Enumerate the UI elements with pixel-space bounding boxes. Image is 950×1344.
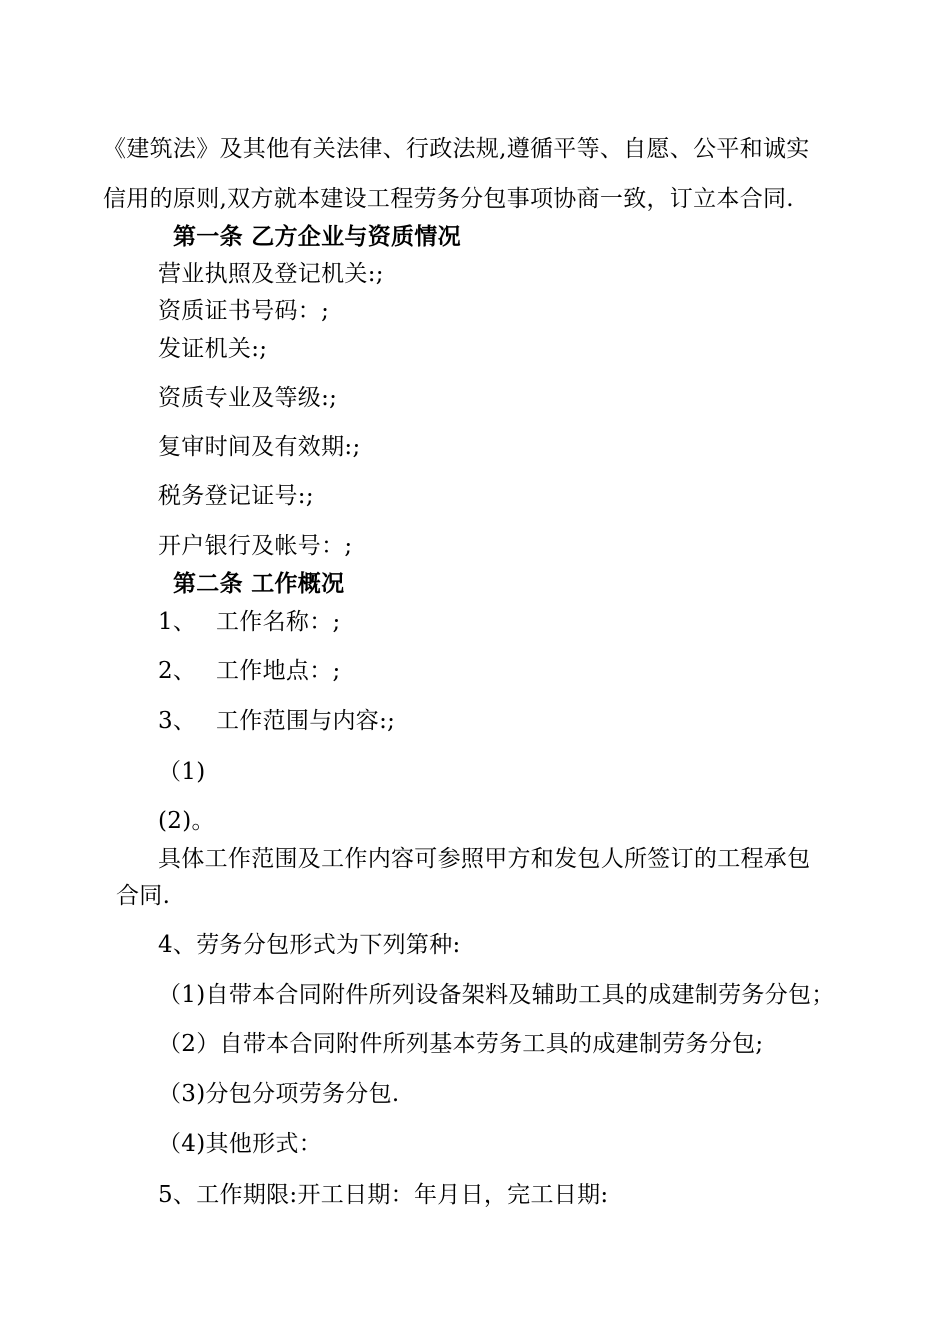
form-option: （4)其他形式： [158, 1131, 323, 1157]
article-1-item: 发证机关:; [158, 336, 268, 362]
item-text: 工作地点：; [216, 658, 341, 684]
article-1-item: 资质证书号码：; [158, 298, 330, 324]
article-1-item: 复审时间及有效期:; [158, 434, 361, 460]
item-text: 工作范围与内容:; [216, 708, 396, 734]
work-period: 5、工作期限:开工日期：年月日，完工日期: [158, 1182, 609, 1208]
intro-line-1: 《建筑法》及其他有关法律、行政法规,遵循平等、自愿、公平和诚实 [103, 136, 810, 162]
item-number: 3、 [158, 708, 197, 734]
scope-line-1: 具体工作范围及工作内容可参照甲方和发包人所签订的工程承包 [158, 846, 811, 872]
form-heading: 4、劳务分包形式为下列第种: [158, 932, 461, 958]
article-1-item: 开户银行及帐号：; [158, 533, 353, 559]
item-number: 2、 [158, 658, 197, 684]
intro-line-2: 信用的原则,双方就本建设工程劳务分包事项协商一致，订立本合同. [103, 186, 794, 212]
form-option: （2）自带本合同附件所列基本劳务工具的成建制劳务分包; [158, 1031, 764, 1057]
numbered-item [158, 656, 341, 686]
item-number: 1、 [158, 609, 197, 635]
numbered-item [158, 706, 395, 736]
article-1-item: 税务登记证号:; [158, 483, 314, 509]
item-text: 工作名称：; [216, 609, 341, 635]
article-1-item: 营业执照及登记机关:; [158, 261, 384, 287]
article-1-item: 资质专业及等级:; [158, 385, 338, 411]
form-option: （1)自带本合同附件所列设备架料及辅助工具的成建制劳务分包； [158, 982, 835, 1008]
article-2-heading: 第二条 工作概况 [173, 570, 345, 597]
form-option: （3)分包分项劳务分包. [158, 1081, 400, 1107]
numbered-item [158, 607, 341, 637]
sub-item: (2)。 [158, 808, 215, 834]
article-1-heading: 第一条 乙方企业与资质情况 [173, 223, 461, 250]
sub-item: （1) [158, 759, 206, 785]
scope-line-2: 合同. [116, 883, 171, 909]
